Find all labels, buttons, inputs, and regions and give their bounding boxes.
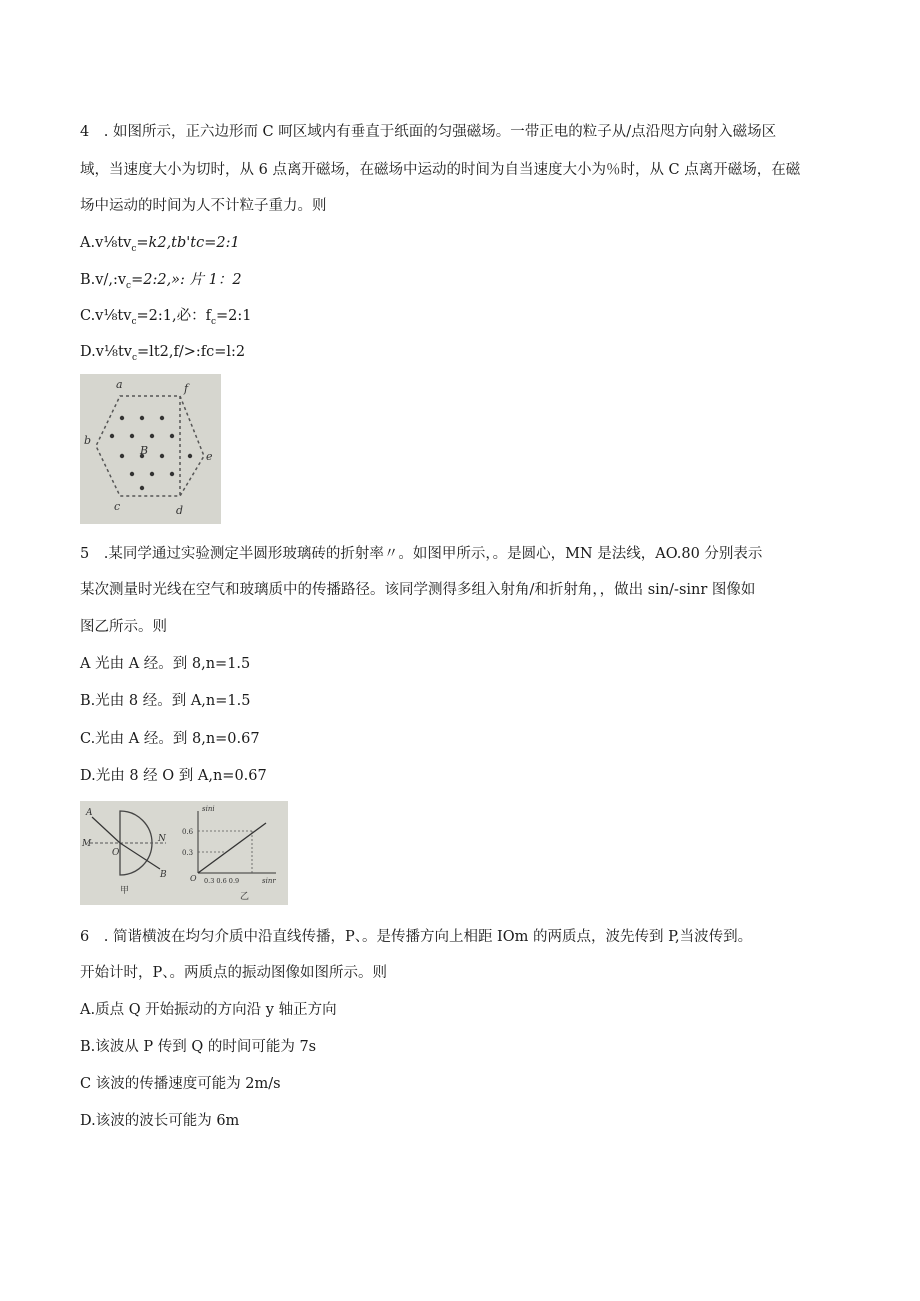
q4-option-b: $B.v/,:v_c=2:2$,»: 片 1：2 xyxy=(80,272,242,291)
q6-option-a: A.质点 Q 开始振动的方向沿 y 轴正方向 xyxy=(80,1002,337,1018)
q6-stem-line-1: 6 . 简谐横波在均匀介质中沿直线传播，P、。是传播方向上相距 IOm 的两质点，波先传到 P,当波传到。 xyxy=(80,929,753,945)
q5-label-N: N xyxy=(158,834,166,844)
q5-option-c: C.光由 A 经。到 8,n=0.67 xyxy=(80,731,260,747)
q5-option-d: D.光由 8 经 O 到 A,n=0.67 xyxy=(80,768,267,784)
q5-stem-line-3: 图乙所示。则 xyxy=(80,619,167,635)
q4-option-c: $C.v\frac{1}{8}tv_c=2:1$,必：$f_c=2:1$ xyxy=(80,308,252,327)
q4-label-d: d xyxy=(176,504,184,517)
q4-stem-line-1: 4 . 如图所示，正六边形而 C 呵区域内有垂直于纸面的匀强磁场。一带正电的粒子从/点沿咫方向射入磁场区 xyxy=(80,124,777,140)
q5-label-sinr: sinr xyxy=(262,877,276,885)
q4-label-f: f xyxy=(184,382,189,395)
q5-label-jia: 甲 xyxy=(120,886,130,896)
q5-label-A: A xyxy=(86,808,93,818)
q5-label-M: M xyxy=(82,839,92,849)
q4-label-c: c xyxy=(114,500,121,513)
q5-label-yi: 乙 xyxy=(240,892,250,902)
q4-stem-line-2: 域，当速度大小为切时，从 6 点离开磁场，在磁场中运动的时间为自当速度大小为％时，从 C 点离开磁场，在磁 xyxy=(80,162,801,178)
q4-label-a: a xyxy=(116,378,123,391)
q5-label-xticks: 0.3 0.6 0.9 xyxy=(204,877,240,885)
q4-label-e: e xyxy=(206,450,213,463)
q5-stem-line-1: 5 .某同学通过实验测定半圆形玻璃砖的折射率〃。如图甲所示，。是圆心，MN 是法线，AO.80 分别表示 xyxy=(80,546,763,562)
q4-option-a: $A.v\frac{1}{8}tv_c=k2,tb'tc=2:1$ xyxy=(80,235,240,254)
q4-label-b: b xyxy=(84,434,92,447)
q5-option-b: B.光由 8 经。到 A,n=1.5 xyxy=(80,693,251,709)
q5-label-03: 0.3 xyxy=(182,849,194,857)
q4-hexagon-figure xyxy=(80,374,221,524)
q4-option-d: $D.v\frac{1}{8}tv_c=lt2,f/>:fc=l:2$ xyxy=(80,344,246,363)
q6-option-c: C 该波的传播速度可能为 2m/s xyxy=(80,1076,281,1092)
q5-refraction-figure xyxy=(80,801,288,905)
q6-option-b: B.该波从 P 传到 Q 的时间可能为 7s xyxy=(80,1039,317,1055)
q5-label-sini: sini xyxy=(202,805,215,813)
q5-option-a: A 光由 A 经。到 8,n=1.5 xyxy=(80,656,251,672)
q4-stem-line-3: 场中运动的时间为人不计粒子重力。则 xyxy=(80,198,327,214)
q6-option-d: D.该波的波长可能为 6m xyxy=(80,1113,240,1129)
q6-stem-line-2: 开始计时，P、。两质点的振动图像如图所示。则 xyxy=(80,965,388,981)
q5-label-O: O xyxy=(112,848,120,858)
q5-stem-line-2: 某次测量时光线在空气和玻璃质中的传播路径。该同学测得多组入射角/和折射角，，做出 sin/-sinr 图像如 xyxy=(80,582,756,598)
q5-label-06: 0.6 xyxy=(182,828,194,836)
q5-label-origin: O xyxy=(190,874,197,883)
q5-label-B: B xyxy=(160,870,167,880)
q4-label-B: B xyxy=(140,444,149,457)
